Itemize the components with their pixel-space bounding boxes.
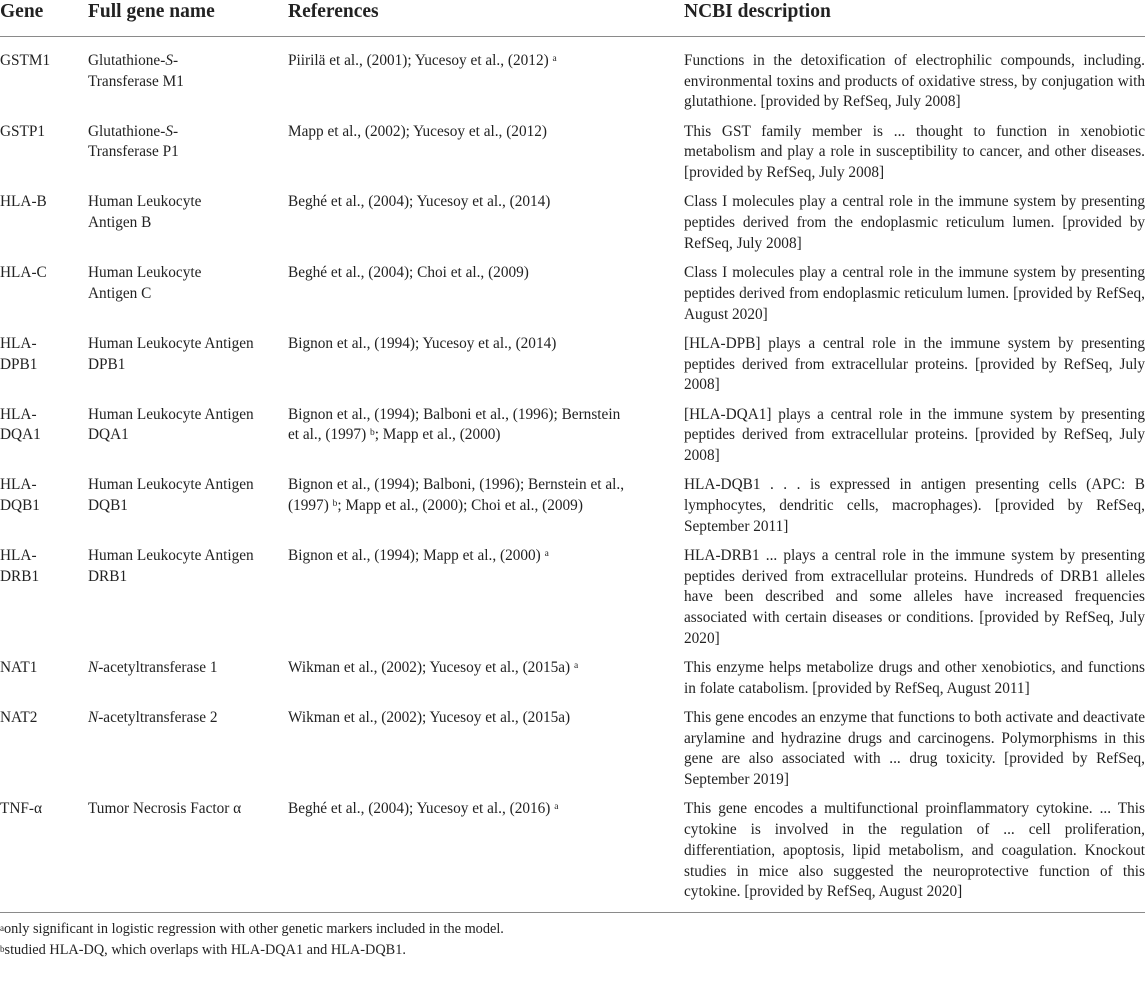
ncbi-description-cell: This gene encodes a multifunctional proinflammatory cytokine. ... This cytokine is involved in the regulation of ... cell proliferation, differentiation, apoptosis, lipid metabolism, and coagulation. Knockout studies in mice also suggested the neuroprotective function of this cytokine. [provided by RefSeq, August 2020] — [684, 799, 1145, 912]
gene-cell: HLA-C — [0, 264, 47, 282]
ncbi-description-cell: [HLA-DPB] plays a central role in the immune system by presenting peptides derived from extracellular proteins. [provided by RefSeq, July 2008] — [684, 334, 1145, 394]
table-header — [0, 0, 1145, 37]
references-cell: Beghé et al., (2004); Yucesoy et al., (2014) — [288, 193, 551, 211]
gene-cell: HLA- DRB1 — [0, 546, 40, 585]
table-row — [0, 799, 1145, 912]
footnote-marker: a — [544, 548, 549, 559]
ncbi-description-cell: This gene encodes an enzyme that functions to both activate and deactivate arylamine and hydrazine drugs and carcinogens. Polymorphisms in this gene are also associated with ... drug toxicity. [provided by RefSeq, September 2019] — [684, 709, 1145, 789]
ncbi-description-cell: Class I molecules play a central role in the immune system by presenting peptides derived from endoplasmic reticulum lumen. [provided by RefSeq, August 2020] — [684, 264, 1145, 323]
full-name-cell: Human Leukocyte Antigen B — [88, 193, 202, 232]
ncbi-description-cell: [HLA-DQA1] plays a central role in the immune system by presenting peptides derived from extracellular proteins. [provided by RefSeq, July 2008] — [684, 405, 1145, 464]
table-row — [0, 658, 1145, 708]
italic-text: S — [165, 52, 173, 69]
footnote-a — [0, 919, 1145, 941]
header-ncbi-description: NCBI description — [684, 0, 1145, 37]
footnote-text: only significant in logistic regression with other genetic markers included in the model. — [4, 920, 504, 937]
references-cell: Bignon et al., (1994); Balboni et al., (1996); Bernstein et al., (1997) $^b$; Mapp et al., (2000) — [288, 405, 621, 444]
references-cell: Wikman et al., (2002); Yucesoy et al., (2015a) $^a$ — [288, 659, 579, 677]
full-name-cell: N-acetyltransferase 1 — [88, 659, 218, 677]
table-row — [0, 122, 1145, 193]
table-row — [0, 708, 1145, 799]
ncbi-description-cell: Class I molecules play a central role in the immune system by presenting peptides derived from the endoplasmic reticulum lumen. [provided by RefSeq, July 2008] — [684, 193, 1145, 252]
gene-cell: GSTP1 — [0, 122, 46, 140]
footnote-marker: a — [554, 802, 559, 813]
full-name-cell: Glutathione-S- Transferase M1 — [88, 52, 184, 90]
table-row — [0, 334, 1145, 405]
header-full-gene-name: Full gene name — [88, 0, 288, 37]
gene-cell: NAT1 — [0, 659, 38, 677]
italic-text: S — [165, 122, 173, 140]
gene-cell: HLA-B — [0, 193, 47, 211]
references-cell: Bignon et al., (1994); Balboni, (1996); Bernstein et al., (1997) $^b$; Mapp et al., (2000); Choi et al., (2009) — [288, 476, 625, 514]
full-name-cell: Human Leukocyte Antigen C — [88, 264, 202, 302]
header-gene: Gene — [0, 0, 88, 37]
references-cell: Bignon et al., (1994); Mapp et al., (2000) $^a$ — [288, 546, 549, 564]
full-name-cell: Human Leukocyte Antigen DQB1 — [88, 476, 254, 514]
footnote-marker: b — [332, 498, 338, 509]
table-row — [0, 405, 1145, 476]
ncbi-description-cell: This GST family member is ... thought to function in xenobiotic metabolism and play a role in susceptibility to cancer, and other diseases. [provided by RefSeq, July 2008] — [684, 122, 1145, 182]
table-row — [0, 263, 1145, 334]
full-name-cell: Human Leukocyte Antigen DPB1 — [88, 334, 254, 373]
references-cell: Beghé et al., (2004); Yucesoy et al., (2016) $^a$ — [288, 799, 684, 912]
ncbi-description-cell: HLA-DRB1 ... plays a central role in the immune system by presenting peptides derived from extracellular proteins. Hundreds of DRB1 alleles have been described and some alleles have increased frequencies associated with certain diseases or conditions. [provided by RefSeq, July 2020] — [684, 546, 1145, 647]
footnote-b — [0, 940, 1145, 962]
table-body — [0, 37, 1145, 913]
footnote-text: studied HLA-DQ, which overlaps with HLA-DQA1 and HLA-DQB1. — [4, 942, 406, 959]
italic-text: N — [88, 659, 99, 677]
ncbi-description-cell: Functions in the detoxification of electrophilic compounds, including. environmental toxins and products of oxidative stress, by conjugation with glutathione. [provided by RefSeq, July 2008] — [684, 52, 1145, 111]
ncbi-description-cell: HLA-DQB1 . . . is expressed in antigen presenting cells (APC: B lymphocytes, dendritic cells, macrophages). [provided by RefSeq, September 2011] — [684, 476, 1145, 535]
gene-cell: TNF-α — [0, 799, 88, 912]
references-cell: Bignon et al., (1994); Yucesoy et al., (2014) — [288, 334, 557, 352]
references-cell: Wikman et al., (2002); Yucesoy et al., (2015a) — [288, 709, 571, 727]
table-row — [0, 37, 1145, 122]
references-cell: Mapp et al., (2002); Yucesoy et al., (2012) — [288, 122, 547, 140]
footnote-mark: b — [0, 944, 5, 955]
footnote-marker: a — [552, 54, 557, 64]
references-cell: Beghé et al., (2004); Choi et al., (2009) — [288, 264, 529, 282]
header-row — [0, 0, 1145, 37]
footnote-marker: b — [369, 428, 375, 439]
full-name-cell: N-acetyltransferase 2 — [88, 709, 218, 727]
gene-cell: NAT2 — [0, 709, 38, 727]
gene-cell: HLA- DQA1 — [0, 405, 41, 444]
gene-cell: HLA- DQB1 — [0, 476, 40, 514]
full-name-cell: Human Leukocyte Antigen DRB1 — [88, 546, 254, 585]
references-cell: Piirilä et al., (2001); Yucesoy et al., (2012) $^a$ — [288, 52, 557, 69]
footnotes — [0, 913, 1145, 962]
header-references: References — [288, 0, 684, 37]
ncbi-description-cell: This enzyme helps metabolize drugs and other xenobiotics, and functions in folate catabolism. [provided by RefSeq, August 2011] — [684, 659, 1145, 697]
italic-text: N — [88, 709, 99, 727]
gene-cell: GSTM1 — [0, 52, 51, 69]
full-name-cell: Tumor Necrosis Factor α — [88, 799, 288, 912]
table-row — [0, 546, 1145, 658]
full-name-cell: Glutathione-S- Transferase P1 — [88, 122, 179, 161]
gene-cell: HLA- DPB1 — [0, 334, 38, 373]
table-row — [0, 192, 1145, 263]
footnote-marker: a — [573, 661, 579, 672]
full-name-cell: Human Leukocyte Antigen DQA1 — [88, 405, 254, 444]
footnote-mark: a — [0, 922, 4, 933]
table-row — [0, 475, 1145, 546]
